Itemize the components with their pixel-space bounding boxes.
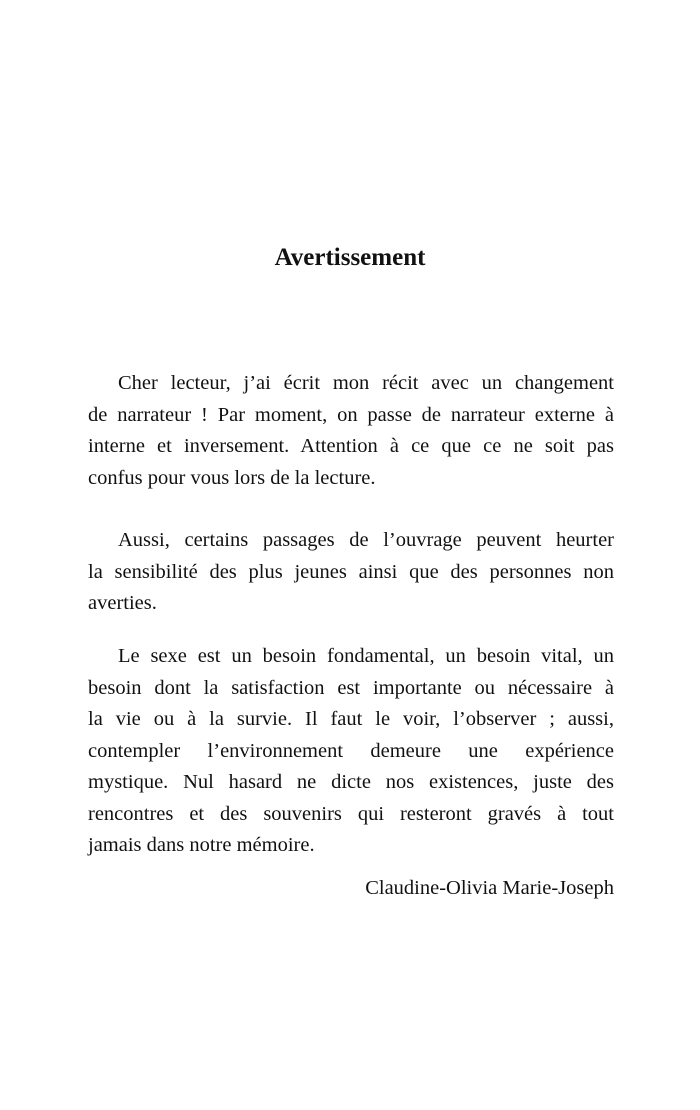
text-line: mystique. Nul hasard ne dicte nos existences, juste des: [88, 771, 614, 793]
text-line: la vie ou à la survie. Il faut le voir, l’observer ; aussi,: [88, 708, 614, 730]
paragraph-2: [88, 525, 614, 620]
text-line: contempler l’environnement demeure une expérience: [88, 739, 614, 762]
text-line: la sensibilité des plus jeunes ainsi que des personnes non: [88, 560, 614, 583]
text-line: confus pour vous lors de la lecture.: [88, 466, 376, 489]
text-line: Le sexe est un besoin fondamental, un besoin vital, un: [118, 645, 614, 667]
text-line: jamais dans notre mémoire.: [88, 834, 315, 856]
paragraph-1: [88, 368, 614, 494]
author-signature: Claudine-Olivia Marie-Joseph: [365, 877, 614, 899]
text-line: de narrateur ! Par moment, on passe de narrateur externe à: [88, 403, 614, 426]
text-line: interne et inversement. Attention à ce que ce ne soit pas: [88, 435, 614, 457]
paragraph-3: [88, 641, 614, 862]
text-line: rencontres et des souvenirs qui resteront gravés à tout: [88, 802, 614, 825]
text-line: Aussi, certains passages de l’ouvrage peuvent heurter: [118, 529, 614, 551]
text-line: Cher lecteur, j’ai écrit mon récit avec un changement: [118, 372, 614, 394]
text-line: besoin dont la satisfaction est importante ou nécessaire à: [88, 676, 614, 699]
text-line: averties.: [88, 592, 157, 614]
page-title: Avertissement: [274, 244, 426, 271]
